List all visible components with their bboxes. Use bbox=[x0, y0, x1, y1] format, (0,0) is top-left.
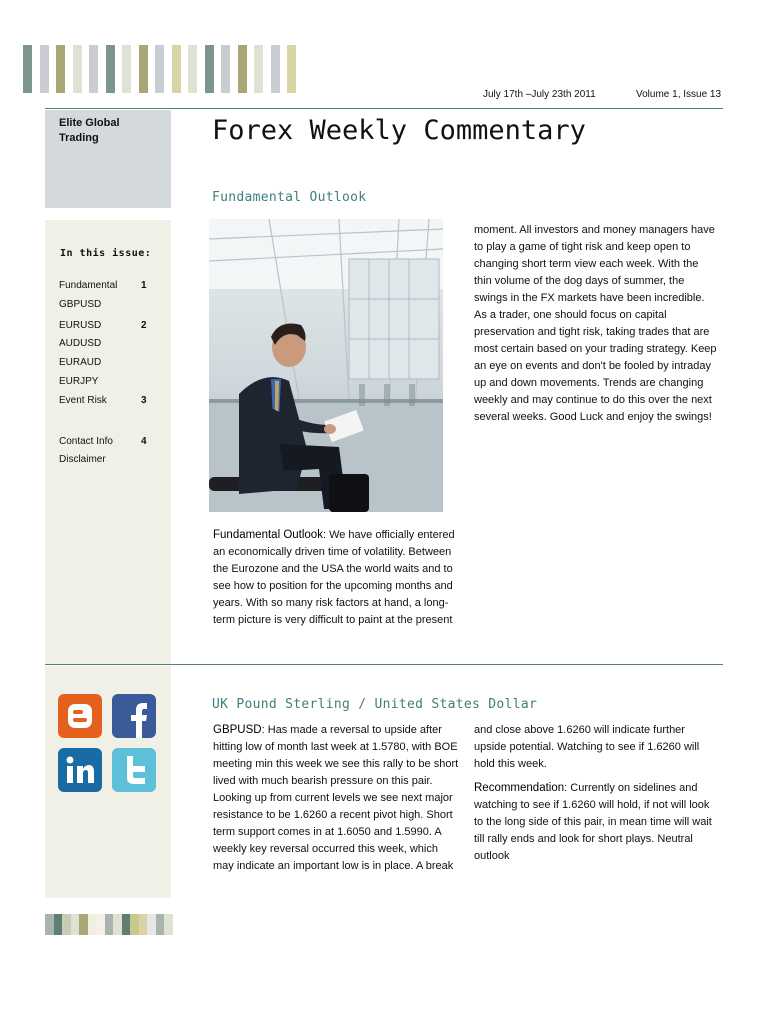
toc-item-eurusd[interactable]: EURUSD bbox=[59, 320, 102, 331]
blogger-icon[interactable] bbox=[58, 694, 102, 738]
toc-item-audusd[interactable]: AUDUSD bbox=[59, 338, 102, 349]
company-name: Elite Global Trading bbox=[59, 117, 120, 144]
toc-page-number: 3 bbox=[141, 395, 147, 406]
toc-page-number: 2 bbox=[141, 320, 147, 331]
linkedin-icon[interactable] bbox=[58, 748, 102, 792]
issue-date-range: July 17th –July 23th 2011 bbox=[483, 89, 596, 100]
businessman-photo bbox=[209, 219, 443, 512]
section-heading-fundamental: Fundamental Outlook bbox=[212, 190, 367, 205]
toc-item-gbpusd[interactable]: GBPUSD bbox=[59, 299, 102, 310]
recommendation-text bbox=[474, 780, 719, 865]
toc-item-euraud[interactable]: EURAUD bbox=[59, 357, 102, 368]
toc-item-contact-info[interactable]: Contact Info bbox=[59, 436, 113, 447]
newsletter-title: Forex Weekly Commentary bbox=[212, 115, 586, 146]
toc-item-disclaimer[interactable]: Disclaimer bbox=[59, 454, 106, 465]
toc-page-number: 4 bbox=[141, 436, 147, 447]
decorative-stripes-bottom bbox=[45, 914, 173, 935]
recommendation-label: Recommendation bbox=[474, 782, 565, 794]
issue-volume: Volume 1, Issue 13 bbox=[636, 89, 722, 100]
toc-item-fundamental[interactable]: Fundamental bbox=[59, 280, 118, 291]
section-divider bbox=[45, 664, 723, 665]
fundamental-text-right: moment. All investors and money managers have to play a game of tight risk and keep open to changing short term view each week. With the thin volume of the dog days of summer, the swings in the FX markets have been incredible. As a trader, one should focus on capital preservation and tight risk, taking trades that are most certain based on your trading strategy. Keep an eye on events and don't be fooled by intraday up and down movements. Trends are changing weekly and may continue to do this over the next several weeks. Good Luck and enjoy the swings! bbox=[474, 224, 717, 423]
gbpusd-text-right: and close above 1.6260 will indicate further upside potential. Watching to see if 1.6260 will hold this week. bbox=[474, 724, 700, 770]
toc-title: In this issue: bbox=[60, 248, 152, 259]
decorative-stripes-top bbox=[23, 45, 304, 93]
gbpusd-lead-label: GBPUSD bbox=[213, 724, 262, 736]
facebook-icon[interactable] bbox=[112, 694, 156, 738]
fundamental-text-left bbox=[213, 527, 455, 629]
toc-item-eurjpy[interactable]: EURJPY bbox=[59, 376, 99, 387]
section-heading-gbpusd: UK Pound Sterling / United States Dollar bbox=[212, 697, 538, 712]
fundamental-lead-label: Fundamental Outlook bbox=[213, 529, 323, 541]
gbpusd-text-left bbox=[213, 722, 459, 875]
toc-item-event-risk[interactable]: Event Risk bbox=[59, 395, 107, 406]
gbpusd-body-left: : Has made a reversal to upside after hitting low of month last week at 1.5780, with BOE meeting min this week we see this rally to be short lived with much bearish pressure on this pair. Looking up from current levels we see next major resistance to be 1.6260 a recent pivot high. Short term support comes in at 1.6050 and 1.5990. A weekly key reversal occurred this week, which may indicate an important low is in place. A break bbox=[213, 724, 459, 872]
fundamental-body-left: : We have officially entered an economically driven time of volatility. Between the Eurozone and the USA the world waits and to see how to position for the upcoming months and years. With so many risk factors at hand, a long-term picture is very difficult to paint at the present bbox=[213, 529, 455, 626]
twitter-icon[interactable] bbox=[112, 748, 156, 792]
recommendation-body: : Currently on sidelines and watching to see if 1.6260 will hold, if not will look to the long side of this pair, in mean time will wait till rally ends and look for short plays. Neutral outlook bbox=[474, 782, 712, 862]
header-divider bbox=[45, 108, 723, 109]
toc-page-number: 1 bbox=[141, 280, 147, 291]
